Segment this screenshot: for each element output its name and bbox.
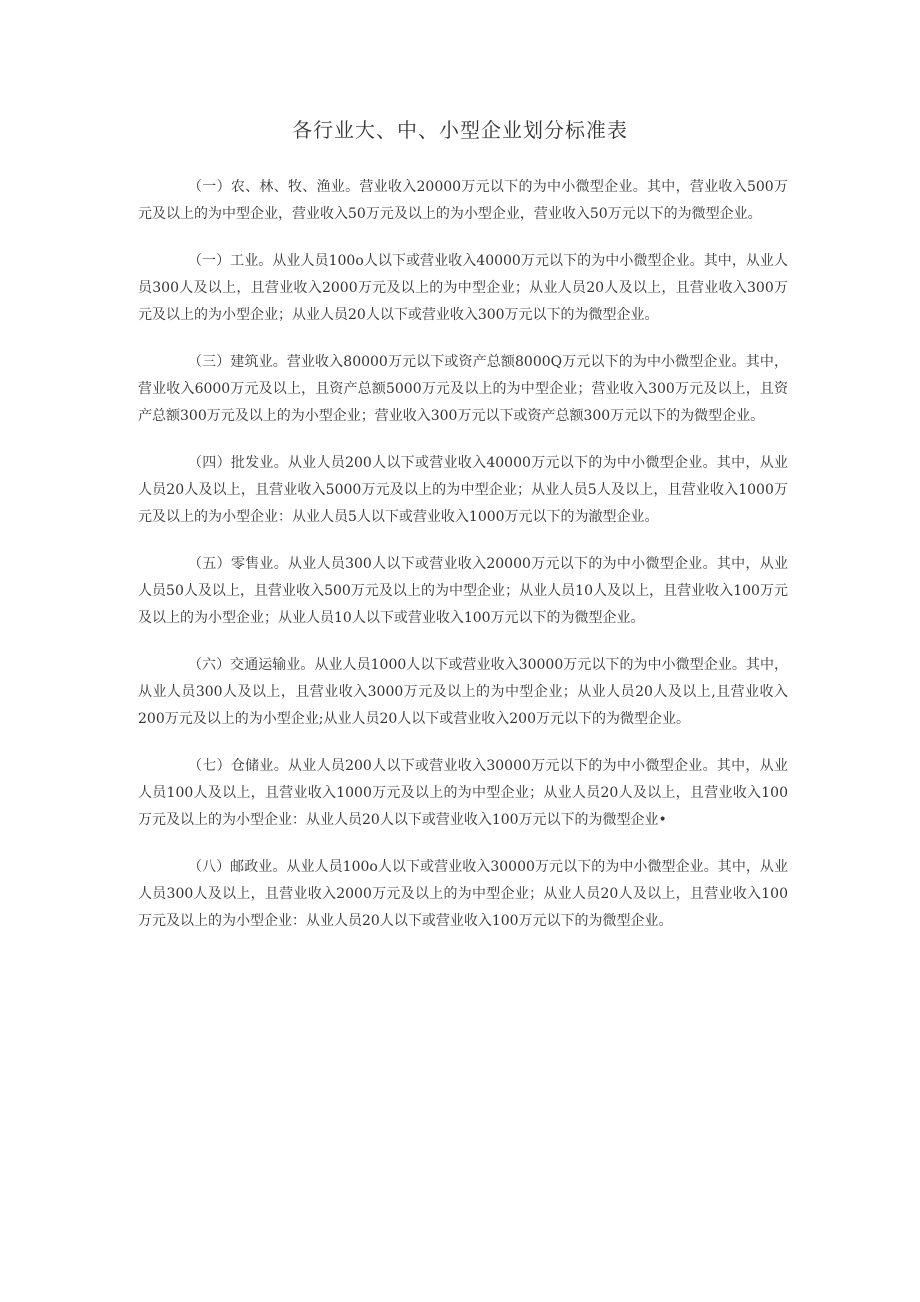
paragraph-wholesale: （四）批发业。从业人员200人以下或营业收入40000万元以下的为中小微型企业。其中，从业人员20人及以上，且营业收入5000万元及以上的为中型企业；从业人员5人及以上，且营业收入1000万元及以上的为小型企业：从业人员5人以下或营业收入1000万元以下的为澈型企业。	[138, 455, 788, 525]
paragraph-industry: （一）工业。从业人员100o人以下或营业收入40000万元以下的为中小微型企业。其中，从业人员300人及以上，且营业收入2000万元及以上的为中型企业；从业人员20人及以上，且营业收入300万元及以上的为小型企业；从业人员20人以下或营业收入300万元以下的为微型企业。	[138, 253, 788, 323]
paragraph-construction: （三）建筑业。营业收入80000万元以下或资产总额8000Q万元以下的为中小微型企业。其中，营业收入6000万元及以上，且资产总额5000万元及以上的为中型企业；营业收入300万元及以上，且资产总额300万元及以上的为小型企业；营业收入300万元以下或资产总额300万元以下的为微型企业。	[138, 354, 788, 424]
paragraph-agriculture: （一）农、林、牧、渔业。营业收入20000万元以下的为中小微型企业。其中，营业收入500万元及以上的为中型企业，营业收入50万元及以上的为小型企业，营业收入50万元以下的为微型企业。	[138, 179, 788, 222]
paragraph-retail: （五）零售业。从业人员300人以下或营业收入20000万元以下的为中小微型企业。其中，从业人员50人及以上，且营业收入500万元及以上的为中型企业；从业人员10人及以上，且营业收入100万元及以上的为小型企业；从业人员10人以下或营业收入100万元以下的为微型企业。	[138, 556, 788, 626]
paragraph-transport: （六）交通运输业。从业人员1000人以下或营业收入30000万元以下的为中小微型企业。其中，从业人员300人及以上，且营业收入3000万元及以上的为中型企业；从业人员20人及以上,且营业收入200万元及以上的为小型企业;从业人员20人以下或营业收入200万元以下的为微型企业。	[138, 657, 788, 727]
document-body	[138, 174, 788, 955]
paragraph-postal: （八）邮政业。从业人员100o人以下或营业收入30000万元以下的为中小微型企业。其中，从业人员300人及以上，且营业收入2000万元及以上的为中型企业；从业人员20人及以上，且营业收入100万元及以上的为小型企业：从业人员20人以下或营业收入100万元以下的为微型企业。	[138, 859, 788, 929]
page-title: 各行业大、中、小型企业划分标准表	[292, 118, 628, 142]
paragraph-warehousing: （七）仓储业。从业人员200人以下或营业收入30000万元以下的为中小微型企业。其中，从业人员100人及以上，且营业收入1000万元及以上的为中型企业；从业人员20人及以上，且营业收入100万元及以上的为小型企业：从业人员20人以下或营业收入100万元以下的为微型企业•	[138, 758, 788, 828]
